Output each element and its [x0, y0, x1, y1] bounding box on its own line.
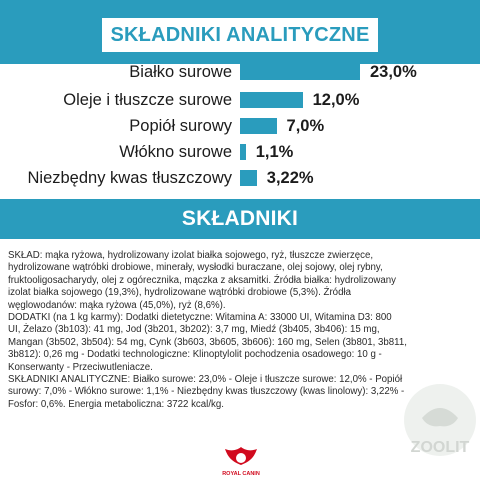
analytic-value: 23,0% [370, 63, 417, 81]
ingredients-line: węglowodanów: mąka ryżowa (45,0%), ryż (8,6%). [8, 299, 226, 311]
analytic-bar [240, 170, 257, 186]
header-banner [0, 0, 480, 64]
ingredients-line: SKŁADNIKI ANALITYCZNE: Białko surowe: 23,0% - Oleje i tłuszcze surowe: 12,0% - Popiół [8, 374, 403, 386]
ingredients-line: izolat białka sojowego (19,3%), hydrolizowane wątróbki drobiowe (5,3%). Źródła [8, 287, 351, 299]
ingredients-line: 3b812): 0,26 mg - Dodatki technologiczne: Klinoptylolit pochodzenia osadowego: 10 g - [8, 349, 382, 361]
analytic-row [0, 60, 480, 84]
royal-canin-logo [206, 444, 276, 480]
section-title: SKŁADNIKI [0, 199, 480, 239]
header-title: SKŁADNIKI ANALITYCZNE [102, 18, 378, 52]
ingredients-line: Mangan (3b502, 3b504): 54 mg, Cynk (3b603, 3b605, 3b606): 160 mg, Selen (3b801, 3b811, [8, 336, 407, 348]
analytic-bar [240, 118, 277, 134]
ingredients-line: SKŁAD: mąka ryżowa, hydrolizowany izolat białka sojowego, ryż, tłuszcze zwierzęce, [8, 250, 374, 261]
ingredients-line: Fosfor: 0,6%. Energia metaboliczna: 3722 kcal/kg. [8, 398, 224, 410]
ingredients-line: fruktooligosacharydy, olej z ogórecznika, mączka z aksamitki. Źródła białka: hydrolizowany [8, 274, 397, 286]
analytic-label: Niezbędny kwas tłuszczowy [27, 169, 232, 187]
analytic-row [0, 166, 480, 190]
watermark-logo [340, 380, 480, 480]
analytic-bar [240, 64, 360, 80]
analytic-value: 3,22% [266, 169, 314, 187]
ingredients-line: DODATKI (na 1 kg karmy): Dodatki dietetyczne: Witamina A: 33000 UI, Witamina D3: 800 [8, 312, 392, 324]
logo-text: ROYAL CANIN [222, 471, 260, 477]
analytic-value: 1,1% [255, 143, 294, 161]
watermark-text: ZOOLIT [410, 439, 470, 456]
analytic-label: Włókno surowe [119, 143, 232, 161]
analytic-row [0, 140, 480, 164]
analytic-row [0, 88, 480, 112]
analytic-bar [240, 92, 303, 108]
analytic-label: Popiół surowy [129, 117, 232, 135]
ingredients-line: hydrolizowane wątróbki drobiowe, minerały, wysłodki buraczane, olej sojowy, olej rybny, [8, 262, 383, 274]
analytic-label: Białko surowe [129, 63, 232, 81]
analytic-value: 12,0% [312, 91, 360, 109]
analytic-label: Oleje i tłuszcze surowe [63, 91, 232, 109]
analytic-bar [240, 144, 246, 160]
ingredients-line: surowy: 7,0% - Włókno surowe: 1,1% - Niezbędny kwas tłuszczowy (kwas linolowy): 3,22% - [8, 386, 405, 398]
ingredients-line: Konserwanty - Przeciwutleniacze. [8, 361, 153, 373]
analytic-row [0, 114, 480, 138]
ingredients-line: UI, Żelazo (3b103): 41 mg, Jod (3b201, 3b202): 3,7 mg, Miedź (3b405, 3b406): 15 mg, [8, 324, 380, 336]
analytic-value: 7,0% [286, 117, 325, 135]
